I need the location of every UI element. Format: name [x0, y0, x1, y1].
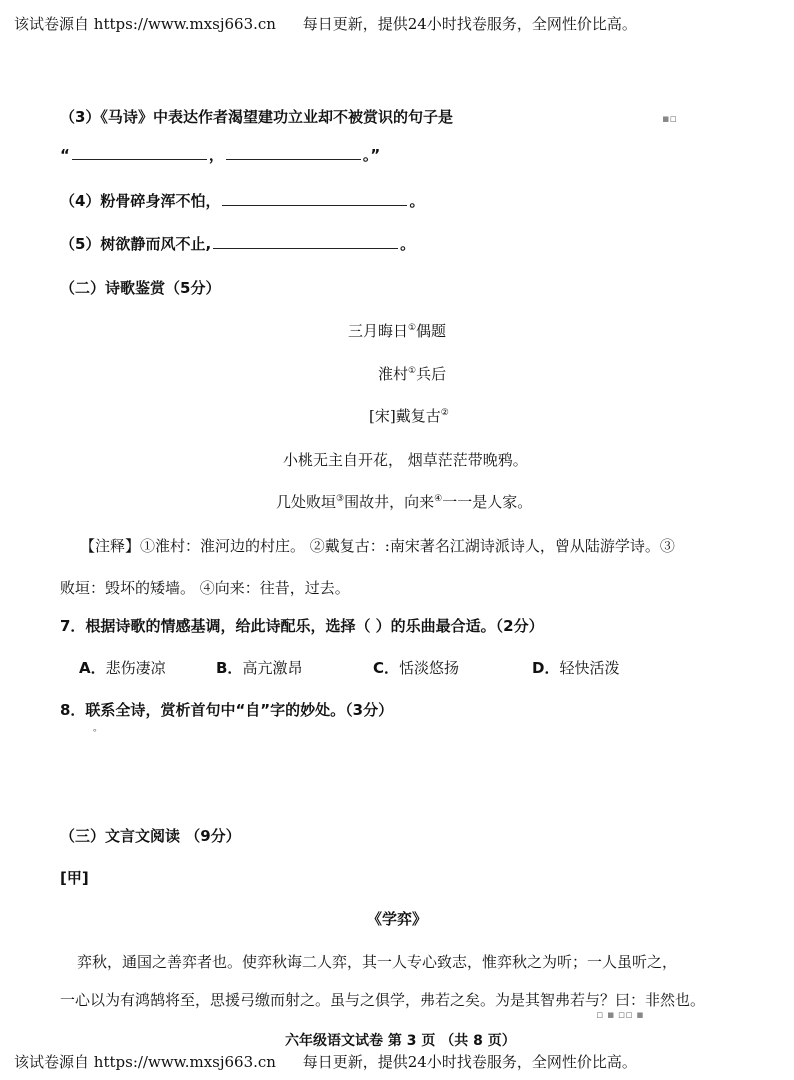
q3-blank-2[interactable]	[226, 145, 361, 160]
page-header	[14, 13, 637, 34]
footer-source: 该试卷源自	[14, 1053, 90, 1071]
poem-title-suffix: 偶题	[416, 322, 447, 340]
line2-b: 围故井，向来	[344, 493, 435, 511]
poem-title-sup: ①	[407, 323, 417, 333]
passage-line-1: 弈秋，通国之善弈者也。使弈秋诲二人弈，其一人专心致志，惟弈秋之为听；一人虽听之，	[77, 953, 678, 971]
passage-title: 《学弈》	[366, 910, 427, 928]
section3-part-label: [甲]	[60, 869, 89, 887]
section2-heading: （二）诗歌鉴赏（5分）	[60, 279, 221, 297]
subtitle-pre: 淮村	[378, 365, 409, 383]
poem-title	[0, 320, 794, 341]
author-sup: ②	[440, 408, 449, 418]
notes-line-1: 【注释】①淮村：淮河边的村庄。 ②戴复古：:南宋著名江湖诗派诗人，曾从陆游学诗。③	[80, 537, 675, 555]
open-quote: “	[60, 146, 70, 164]
q3-answer-line	[60, 144, 380, 165]
line2-sup1: ③	[336, 494, 345, 504]
scan-smudge-bottom: ▫ ▪ ▫▫ ▪	[596, 1008, 644, 1021]
page-footer	[14, 1051, 637, 1072]
section3-heading: （三）文言文阅读 （9分）	[60, 827, 241, 845]
q4-line	[60, 190, 424, 211]
q7-option-b[interactable]	[216, 657, 302, 678]
q3-blank-1[interactable]	[72, 145, 207, 160]
header-url[interactable]: https://www.mxsj663.cn	[93, 15, 276, 33]
line2-a: 几处败垣	[276, 493, 337, 511]
q7-option-d[interactable]	[532, 657, 619, 678]
close-quote: ”	[370, 146, 381, 164]
passage-line-2: 一心以为有鸿鹄将至，思援弓缴而射之。虽与之俱学，弗若之矣。为是其智弗若与？曰：非然也。	[60, 991, 706, 1009]
q7-option-c[interactable]	[373, 657, 459, 678]
option-d-text: 轻快活泼	[559, 659, 620, 677]
comma: ，	[208, 146, 224, 164]
q7-option-a[interactable]	[79, 657, 166, 678]
q3-text: （3）《马诗》中表达作者渴望建功立业却不被赏识的句子是	[60, 108, 453, 126]
q5-period: 。	[400, 235, 416, 253]
q8-question: 8．联系全诗，赏析首句中“自”字的妙处。（3分）	[60, 701, 394, 719]
option-d-label: D．	[532, 659, 560, 677]
footer-url[interactable]: https://www.mxsj663.cn	[93, 1053, 276, 1071]
subtitle-post: 兵后	[416, 365, 447, 383]
notes-line-2: 败垣：毁坏的矮墙。 ④向来：往昔，过去。	[60, 579, 350, 597]
line2-c: 一一是人家。	[442, 493, 533, 511]
option-a-text: 悲伤凄凉	[105, 659, 166, 677]
q8-answer-area[interactable]	[80, 735, 720, 815]
page-number: 六年级语文试卷 第 3 页 （共 8 页）	[285, 1033, 516, 1049]
option-c-text: 恬淡悠扬	[399, 659, 460, 677]
option-a-label: A．	[79, 659, 106, 677]
option-c-label: C．	[373, 659, 400, 677]
q4-text: （4）粉骨碎身浑不怕，	[60, 192, 221, 210]
poem-title-main: 三月晦日	[347, 322, 408, 340]
subtitle-sup: ①	[408, 366, 417, 376]
header-source: 该试卷源自	[14, 15, 90, 33]
q5-line	[60, 233, 415, 254]
header-tagline: 每日更新，提供24小时找卷服务，全网性价比高。	[302, 15, 637, 33]
q5-blank[interactable]	[213, 234, 398, 249]
poem-line-1: 小桃无主自开花， 烟草茫茫带晚鸦。	[283, 451, 528, 469]
footer-tagline: 每日更新，提供24小时找卷服务，全网性价比高。	[302, 1053, 637, 1071]
author-name: [宋]戴复古	[369, 407, 441, 425]
poem-line-2	[276, 491, 532, 512]
q5-text: （5）树欲静而风不止,	[60, 235, 212, 253]
q3-prompt	[60, 106, 453, 127]
q4-period: 。	[409, 192, 425, 210]
scan-speck: ˚	[92, 728, 98, 741]
option-b-text: 高亢激昂	[242, 659, 303, 677]
poem-subtitle	[378, 363, 446, 384]
q7-question: 7．根据诗歌的情感基调，给此诗配乐，选择（ ）的乐曲最合适。（2分）	[60, 617, 544, 635]
q4-blank[interactable]	[222, 191, 407, 206]
option-b-label: B．	[216, 659, 243, 677]
period: 。	[362, 146, 371, 164]
line2-sup2: ④	[434, 494, 443, 504]
scan-smudge: ▪▫	[662, 112, 677, 125]
poem-author	[369, 405, 449, 426]
